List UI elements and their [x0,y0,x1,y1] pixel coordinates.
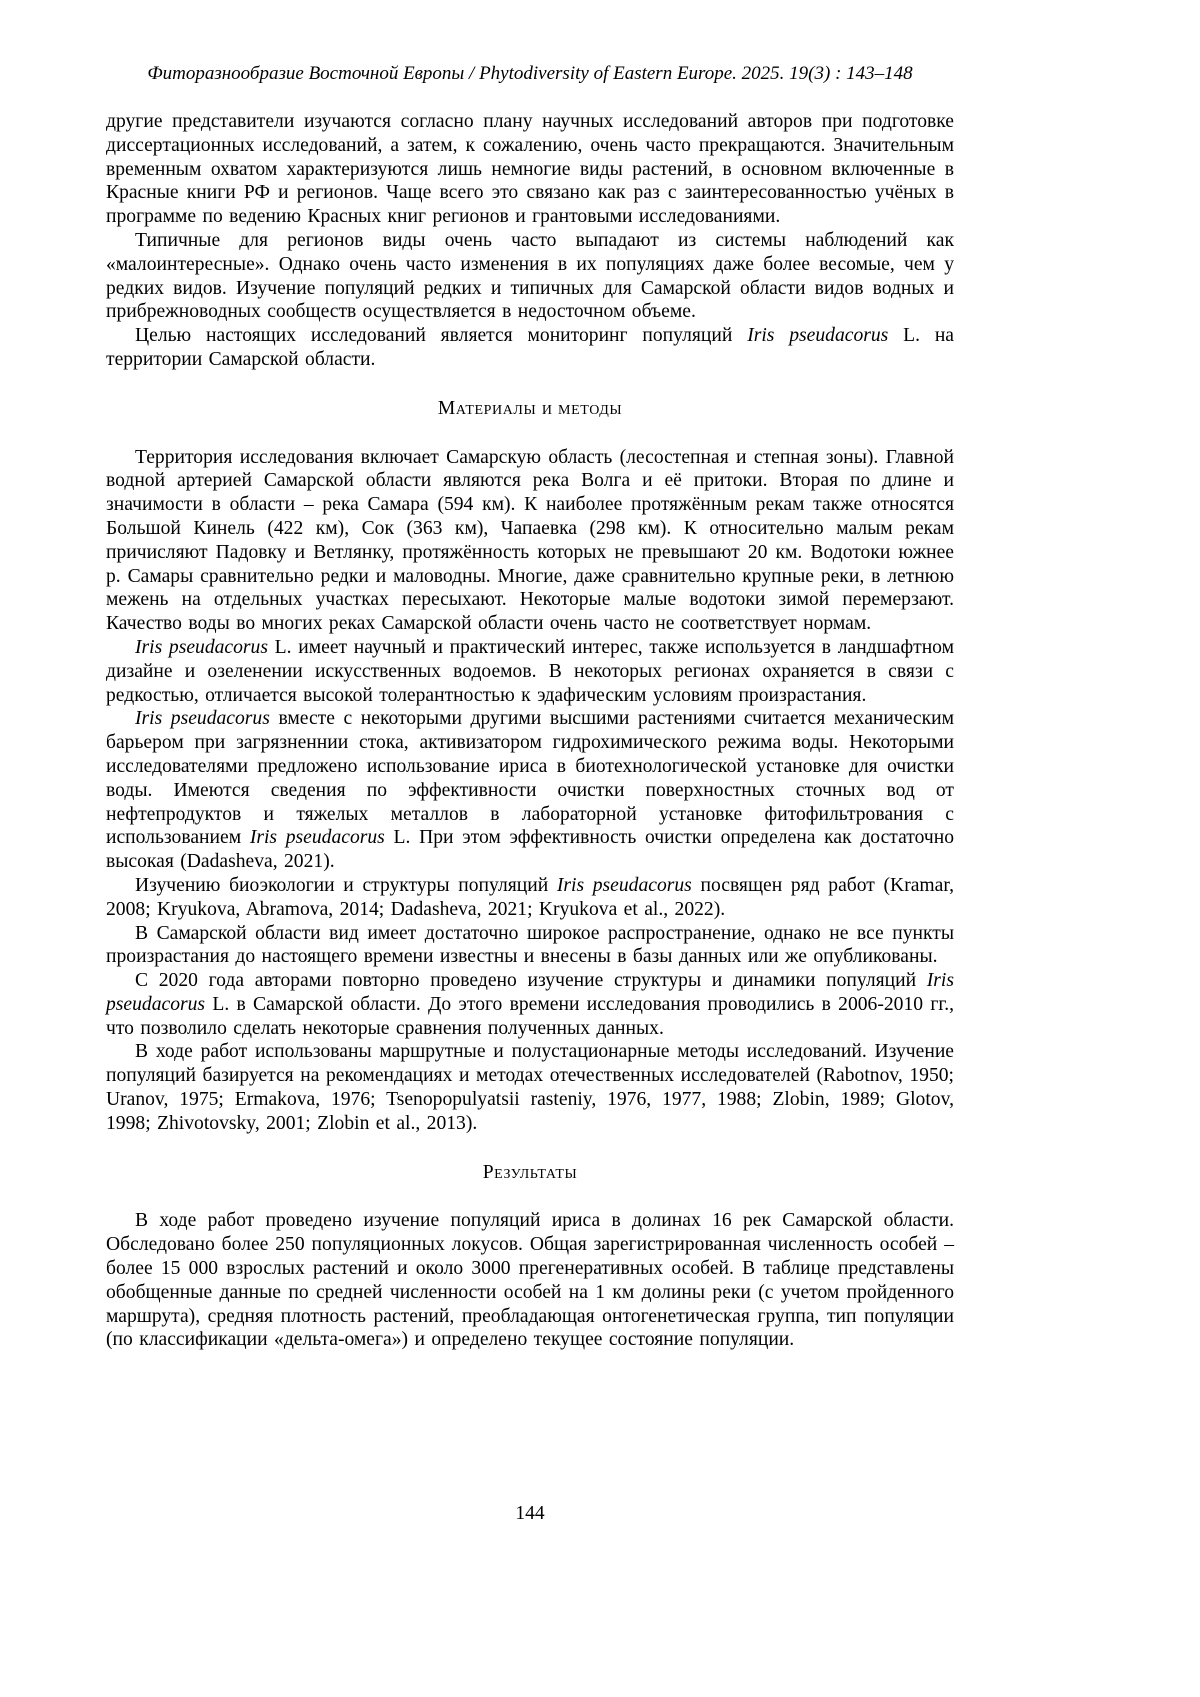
article-body [106,110,954,1352]
text-run: В ходе работ использованы маршрутные и полустационарные методы исследований. Изучение популяций базируется на рекомендациях и методах отечественных исследователей (Rabotnov, 1950; Uranov, 1975; Ermakova, 1976; Tsenopopulyatsii rasteniy, 1976, 1977, 1988; Zlobin, 1989; Glotov, 1998; Zhivotovsky, 2001; Zlobin et al., 2013). [106,1041,954,1134]
paragraph [106,324,954,372]
text-run: Изучению биоэкологии и структуры популяций [135,874,557,896]
page-number: 144 [515,1503,545,1524]
species-name-italic: Iris pseudacorus [556,874,692,896]
running-head: Фиторазнообразие Восточной Европы / Phytodiversity of Eastern Europe. 2025. 19(3) : 143–148 [147,63,913,84]
text-run: Целью настоящих исследований является мониторинг популяций [135,325,748,347]
paragraph [106,1040,954,1135]
species-name-italic: Iris pseudacorus [747,325,889,347]
species-name-italic: Iris pseudacorus [249,827,385,849]
text-run: Типичные для регионов виды очень часто выпадают из системы наблюдений как «малоинтересные». Однако очень часто изменения в их популяциях даже более весомые, чем у редких видов. Изучение популяций редких и типичных для Самарской области видов водных и прибрежноводных сообществ осуществляется в недосточном объеме. [106,229,954,323]
species-name-italic: Iris pseudacorus [135,636,268,658]
paragraph [106,110,954,229]
paragraph [106,229,954,324]
paragraph [106,446,954,636]
paragraph [106,969,954,1040]
text-run: В ходе работ проведено изучение популяций ириса в долинах 16 рек Самарской области. Обследовано более 250 популяционных локусов. Общая зарегистрированная численность особей – более 15 000 взрослых растений и около 3000 прегенеративных особей. В таблице представлены обобщенные данные по средней численности особей на 1 км долины реки (с учетом пройденного маршрута), средняя плотность растений, преобладающая онтогенетическая группа, тип популяции (по классификации «дельта-омега») и определено текущее состояние популяции. [106,1210,954,1351]
paragraph [106,874,954,922]
species-name-italic: Iris pseudacorus [106,970,954,1015]
section-heading: Материалы и методы [437,397,623,419]
text-run: вместе с некоторыми другими высшими растениями считается механическим барьером при загрязненнии стока, активизатором гидрохимического режима воды. Некоторыми исследователями предложено использование ириса в биотехнологической установке для очистки воды. Имеются сведения по эффективности очистки поверхностных сточных вод от нефтепродуктов и тяжелых металлов в лабораторной установке фитофильтрования с использованием [106,708,954,849]
paragraph [106,922,954,970]
text-run: L. При этом эффективность очистки определена как достаточно высокая (Dadasheva, 2021). [106,827,955,873]
text-run: другие представители изучаются согласно плану научных исследований авторов при подготовке диссертационных исследований, а затем, к сожалению, очень часто прекращаются. Значительным временным охватом характеризуются лишь немногие виды растений, в основном включенные в Красные книги РФ и регионов. Чаще всего это связано как раз с заинтересованностью учёных в программе по ведению Красных книг регионов и грантовыми исследованиями. [106,111,954,228]
species-name-italic: Iris pseudacorus [135,708,270,730]
text-run: L. в Самарской области. До этого времени исследования проводились в 2006-2010 гг., что позволило сделать некоторые сравнения полученных данных. [106,993,954,1039]
paragraph [106,1209,954,1352]
text-run: посвящен ряд работ (Kramar, 2008; Kryukova, Abramova, 2014; Dadasheva, 2021; Kryukova et al., 2022). [106,874,955,920]
paragraph [106,707,954,874]
text-run: Территория исследования включает Самарскую область (лесостепная и степная зоны). Главной водной артерией Самарской области являются река Волга и её притоки. Вторая по длине и значимости в области – река Самара (594 км). К наиболее протяжённым рекам также относятся Большой Кинель (422 км), Сок (363 км), Чапаевка (298 км). К относительно малым рекам причисляют Падовку и Ветлянку, протяжённость которых не превышают 20 км. Водотоки южнее р. Самары сравнительно редки и маловодны. Многие, даже сравнительно крупные реки, в летнюю межень на отдельных участках пересыхают. Некоторые малые водотоки зимой перемерзают. Качество воды во многих реках Самарской области очень часто не соответствует нормам. [106,446,954,635]
text-run: В Самарской области вид имеет достаточно широкое распространение, однако не все пункты произрастания до настоящего времени известны и внесены в базы данных или же опубликованы. [106,922,954,968]
section-heading: Результаты [482,1161,578,1183]
text-run: L. имеет научный и практический интерес, также используется в ландшафтном дизайне и озеленении искусственных водоемов. В некоторых регионах охраняется в связи с редкостью, отличается высокой толерантностью к эдафическим условиям произрастания. [106,636,955,706]
text-run: L. на территории Самарской области. [106,325,954,370]
text-run: С 2020 года авторами повторно проведено изучение структуры и динамики популяций [135,970,927,992]
paragraph [106,636,954,707]
page-content [106,62,954,1352]
